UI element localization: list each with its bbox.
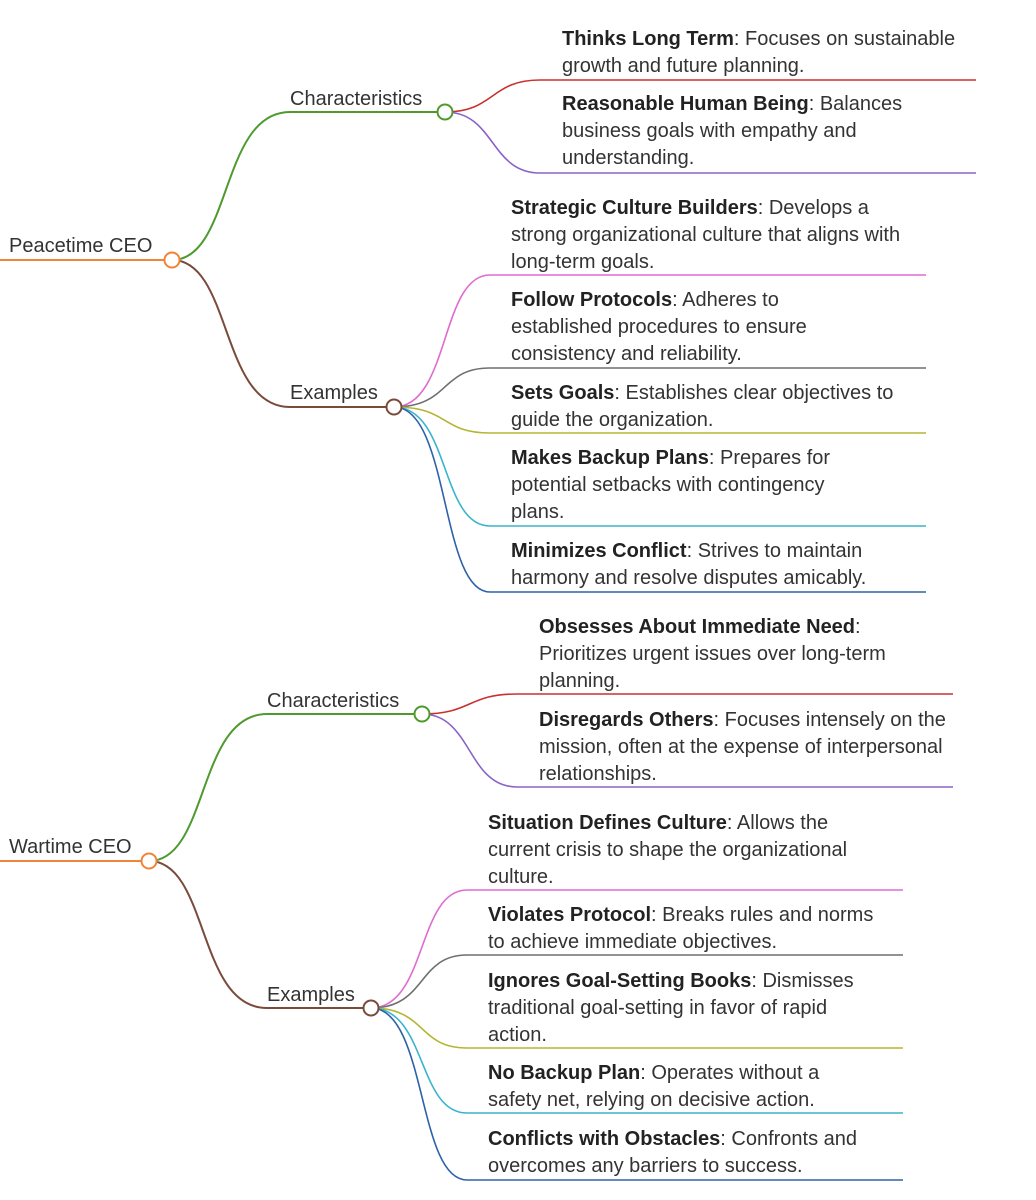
branch-label-peacetime-characteristics: Characteristics bbox=[290, 88, 423, 110]
leaf-item bbox=[511, 195, 906, 276]
leaf-text: : Adheres to established procedures to ensure consistency and reliability. bbox=[511, 289, 807, 365]
leaf-item bbox=[488, 810, 888, 891]
leaf-item bbox=[488, 1126, 898, 1180]
leaf-title: No Backup Plan bbox=[488, 1062, 641, 1084]
leaf-text: : Focuses intensely on the mission, often at the expense of interpersonal relationships. bbox=[539, 709, 946, 785]
leaf-title: Strategic Culture Builders bbox=[511, 197, 758, 219]
leaf-text: : Prioritizes urgent issues over long-term planning. bbox=[539, 616, 886, 692]
leaf-item bbox=[488, 968, 888, 1049]
leaf-text: : Balances business goals with empathy and understanding. bbox=[562, 93, 903, 169]
branch-label-peacetime-examples: Examples bbox=[290, 382, 378, 404]
leaf-item bbox=[511, 445, 871, 526]
node-wartime-characteristics[interactable] bbox=[415, 707, 430, 722]
root-label-peacetime: Peacetime CEO bbox=[9, 235, 153, 257]
leaf-text: : Breaks rules and norms to achieve immediate objectives. bbox=[488, 904, 874, 953]
leaf-item bbox=[539, 614, 929, 695]
link-peacetime-characteristics bbox=[172, 112, 445, 260]
branch-label-wartime-characteristics: Characteristics bbox=[267, 690, 400, 712]
leaf-title: Conflicts with Obstacles bbox=[488, 1128, 721, 1150]
leaf-item bbox=[511, 538, 911, 592]
leaf-item bbox=[511, 380, 911, 434]
leaf-item bbox=[511, 287, 856, 368]
leaf-item bbox=[539, 707, 949, 788]
leaf-text: : Dismisses traditional goal-setting in favor of rapid action. bbox=[488, 970, 854, 1046]
leaf-title: Follow Protocols bbox=[511, 289, 673, 311]
leaf-text: : Develops a strong organizational culture that aligns with long-term goals. bbox=[511, 197, 901, 273]
leaf-title: Obsesses About Immediate Need bbox=[539, 616, 856, 638]
leaf-text: : Confronts and overcomes any barriers to success. bbox=[488, 1128, 858, 1177]
leaf-title: Makes Backup Plans bbox=[511, 447, 709, 469]
leaf-title: Disregards Others bbox=[539, 709, 714, 731]
leaf-title: Sets Goals bbox=[511, 382, 615, 404]
leaf-text: : Allows the current crisis to shape the organizational culture. bbox=[488, 812, 848, 888]
leaf-text: : Focuses on sustainable growth and future planning. bbox=[562, 28, 956, 77]
node-peacetime-root[interactable] bbox=[165, 253, 180, 268]
node-wartime-examples[interactable] bbox=[364, 1001, 379, 1016]
leaf-text: : Strives to maintain harmony and resolve disputes amicably. bbox=[511, 540, 867, 589]
leaf-text: : Prepares for potential setbacks with contingency plans. bbox=[511, 447, 831, 523]
leaf-item bbox=[488, 1060, 863, 1114]
leaf-item bbox=[562, 91, 947, 172]
node-wartime-root[interactable] bbox=[142, 854, 157, 869]
leaf-text: : Operates without a safety net, relying on decisive action. bbox=[488, 1062, 820, 1111]
node-peacetime-characteristics[interactable] bbox=[438, 105, 453, 120]
leaf-title: Thinks Long Term bbox=[562, 28, 734, 50]
leaf-title: Minimizes Conflict bbox=[511, 540, 687, 562]
leaf-text: : Establishes clear objectives to guide the organization. bbox=[511, 382, 894, 431]
root-label-wartime: Wartime CEO bbox=[9, 836, 132, 858]
branch-label-wartime-examples: Examples bbox=[267, 984, 355, 1006]
node-peacetime-examples[interactable] bbox=[387, 400, 402, 415]
leaf-title: Violates Protocol bbox=[488, 904, 652, 926]
link-wartime-characteristics bbox=[149, 714, 422, 861]
leaf-item bbox=[488, 902, 888, 956]
leaf-title: Ignores Goal-Setting Books bbox=[488, 970, 752, 992]
leaf-item bbox=[562, 26, 962, 80]
leaf-title: Reasonable Human Being bbox=[562, 93, 809, 115]
leaf-title: Situation Defines Culture bbox=[488, 812, 727, 834]
